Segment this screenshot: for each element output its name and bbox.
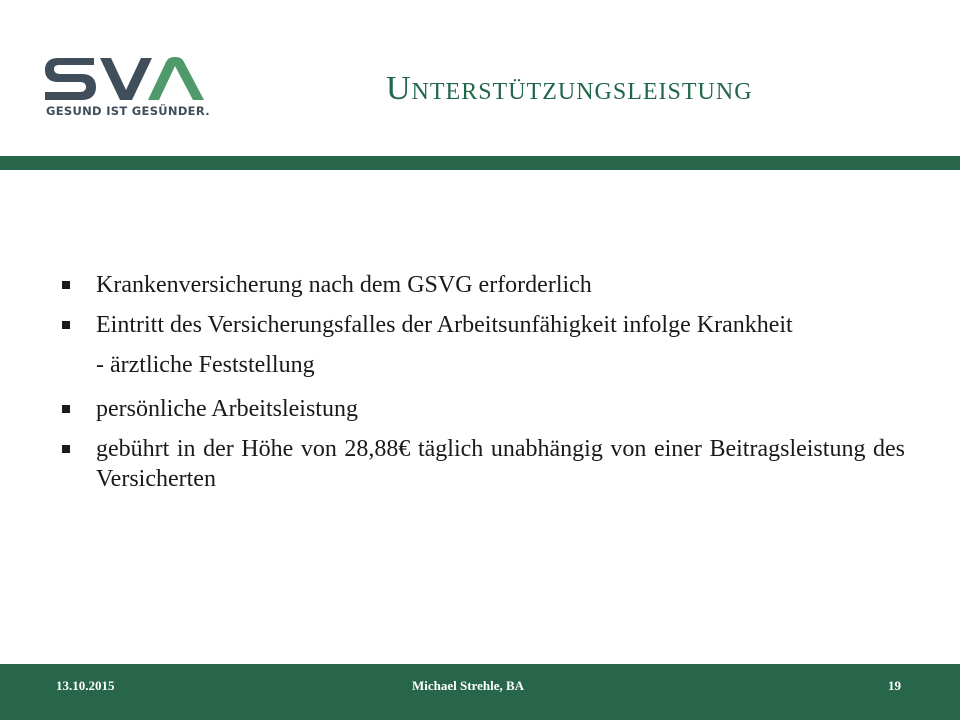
- footer-date: 13.10.2015: [56, 678, 115, 693]
- bullet-text: Krankenversicherung nach dem GSVG erforderlich: [96, 272, 592, 298]
- sub-item-text: - ärztliche Feststellung: [96, 352, 315, 378]
- bullet-item: [60, 270, 905, 300]
- bullet-text: gebührt in der Höhe von 28,88€ täglich unabhängig von einer Beitragsleistung des Versicherten: [96, 436, 905, 492]
- bullet-list: [60, 270, 905, 504]
- header-divider-bar: [0, 156, 960, 170]
- bullet-item: [60, 310, 905, 340]
- square-bullet-icon: [62, 321, 70, 329]
- square-bullet-icon: [62, 281, 70, 289]
- square-bullet-icon: [62, 445, 70, 453]
- slide-title: Unterstützungsleistung: [386, 70, 753, 107]
- footer-page-number: 19: [888, 678, 901, 693]
- bullet-item: [60, 394, 905, 424]
- bullet-item: [60, 434, 905, 494]
- footer-bar: [0, 664, 960, 720]
- logo-tagline: GESUND IST GESÜNDER.: [46, 104, 210, 118]
- sub-item: [60, 350, 905, 380]
- square-bullet-icon: [62, 405, 70, 413]
- bullet-text: Eintritt des Versicherungsfalles der Arbeitsunfähigkeit infolge Krankheit: [96, 312, 793, 338]
- sva-logo-mark: [44, 56, 210, 102]
- sva-logo: [44, 56, 210, 120]
- bullet-text: persönliche Arbeitsleistung: [96, 396, 358, 422]
- footer-author: Michael Strehle, BA: [412, 678, 525, 693]
